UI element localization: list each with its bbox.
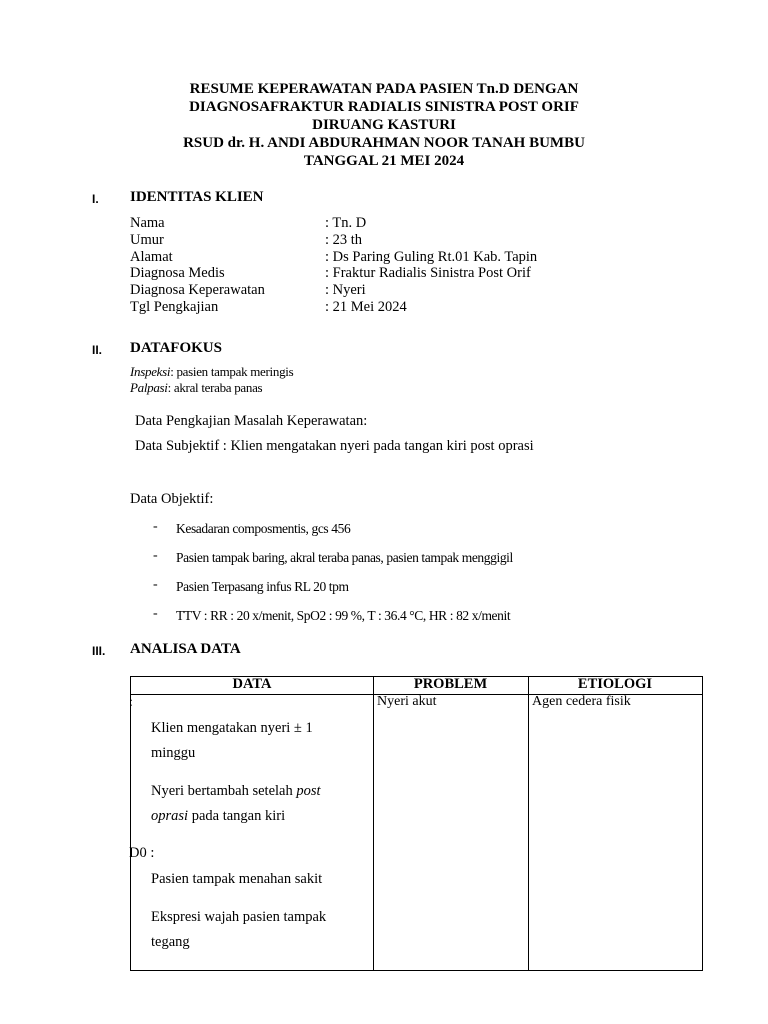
identitas-row bbox=[130, 265, 537, 282]
identitas-value: : Nyeri bbox=[325, 282, 366, 299]
objektif-item: TTV : RR : 20 x/menit, SpO2 : 99 %, T : 36.4 °C, HR : 82 x/menit bbox=[176, 608, 511, 623]
ds-item-line: minggu bbox=[151, 745, 196, 761]
identitas-row bbox=[130, 299, 537, 316]
do-item-line: Pasien tampak menahan sakit bbox=[151, 871, 323, 887]
section-number: II. bbox=[92, 343, 103, 357]
etiologi-cell: Agen cedera fisik bbox=[532, 694, 631, 709]
identitas-label: Nama bbox=[130, 215, 165, 231]
ds-item bbox=[151, 716, 313, 766]
identitas-label: Diagnosa Medis bbox=[130, 265, 225, 282]
data-objektif-heading: Data Objektif: bbox=[130, 491, 214, 507]
column-header-etiologi: ETIOLOGI bbox=[577, 676, 653, 692]
bullet-dash: - bbox=[153, 519, 158, 534]
problem-cell: Nyeri akut bbox=[377, 694, 437, 709]
section-title-datafokus: DATAFOKUS bbox=[130, 340, 222, 356]
section-number: I. bbox=[92, 192, 99, 206]
column-header-problem: PROBLEM bbox=[413, 676, 488, 692]
section-number: III. bbox=[92, 644, 106, 658]
datafokus-block bbox=[130, 364, 293, 396]
ds-item-line bbox=[151, 804, 321, 829]
ds-label: : bbox=[129, 695, 133, 710]
identitas-label: Umur bbox=[130, 231, 164, 248]
section-title-analisa: ANALISA DATA bbox=[130, 641, 241, 657]
column-divider bbox=[528, 677, 529, 970]
palpasi-line bbox=[130, 380, 293, 396]
identitas-label: Diagnosa Keperawatan bbox=[130, 282, 265, 299]
data-subjektif: Data Subjektif : Klien mengatakan nyeri pada tangan kiri post oprasi bbox=[135, 438, 534, 454]
identitas-value: : Fraktur Radialis Sinistra Post Orif bbox=[325, 265, 531, 282]
title-line: DIRUANG KASTURI bbox=[312, 117, 456, 133]
do-item-line: Ekspresi wajah pasien tampak bbox=[151, 909, 327, 925]
ds-item bbox=[151, 779, 321, 829]
palpasi-value: : akral teraba panas bbox=[167, 380, 263, 395]
identitas-label: Alamat bbox=[130, 248, 173, 265]
inspeksi-value: : pasien tampak meringis bbox=[170, 364, 294, 379]
identitas-row bbox=[130, 249, 537, 266]
column-header-data: DATA bbox=[232, 676, 272, 692]
bullet-dash: - bbox=[153, 548, 158, 563]
objektif-item: Pasien Terpasang infus RL 20 tpm bbox=[176, 579, 349, 594]
identitas-row bbox=[130, 215, 537, 232]
bullet-dash: - bbox=[153, 606, 158, 621]
ds-item-italic: post bbox=[296, 783, 321, 799]
document-title bbox=[0, 80, 768, 170]
ds-item-line bbox=[151, 779, 321, 804]
do-item bbox=[151, 905, 326, 955]
inspeksi-line bbox=[130, 364, 293, 380]
identitas-value: : 23 th bbox=[325, 231, 363, 248]
pengkajian-heading: Data Pengkajian Masalah Keperawatan: bbox=[135, 413, 368, 429]
identitas-value: : Tn. D bbox=[325, 215, 367, 231]
identitas-value: : 21 Mei 2024 bbox=[325, 298, 407, 315]
bullet-dash: - bbox=[153, 577, 158, 592]
ds-item-text: pada tangan kiri bbox=[188, 808, 286, 824]
do-item-line: tegang bbox=[151, 934, 190, 950]
identitas-row bbox=[130, 282, 537, 299]
section-title-identitas: IDENTITAS KLIEN bbox=[130, 189, 264, 205]
identitas-value: : Ds Paring Guling Rt.01 Kab. Tapin bbox=[325, 248, 538, 265]
palpasi-label: Palpasi bbox=[130, 380, 168, 395]
ds-item-line: Klien mengatakan nyeri ± 1 bbox=[151, 720, 313, 736]
inspeksi-label: Inspeksi bbox=[130, 364, 171, 379]
objektif-item: Pasien tampak baring, akral teraba panas, pasien tampak menggigil bbox=[176, 550, 513, 565]
objektif-item: Kesadaran composmentis, gcs 456 bbox=[176, 521, 351, 536]
analisa-data-table bbox=[130, 676, 703, 971]
column-divider bbox=[373, 677, 374, 970]
title-line: DIAGNOSAFRAKTUR RADIALIS SINISTRA POST ORIF bbox=[189, 99, 579, 115]
ds-item-italic: oprasi bbox=[151, 808, 189, 824]
do-item bbox=[151, 867, 322, 892]
ds-item-text: Nyeri bertambah setelah bbox=[151, 783, 297, 799]
title-line: TANGGAL 21 MEI 2024 bbox=[303, 153, 465, 169]
identitas-label: Tgl Pengkajian bbox=[130, 298, 219, 315]
identitas-row bbox=[130, 232, 537, 249]
identitas-table bbox=[130, 215, 537, 316]
title-line: RESUME KEPERAWATAN PADA PASIEN Tn.D DENGAN bbox=[189, 81, 579, 97]
title-line: RSUD dr. H. ANDI ABDURAHMAN NOOR TANAH BUMBU bbox=[183, 135, 585, 151]
do-label: D0 : bbox=[129, 845, 155, 861]
